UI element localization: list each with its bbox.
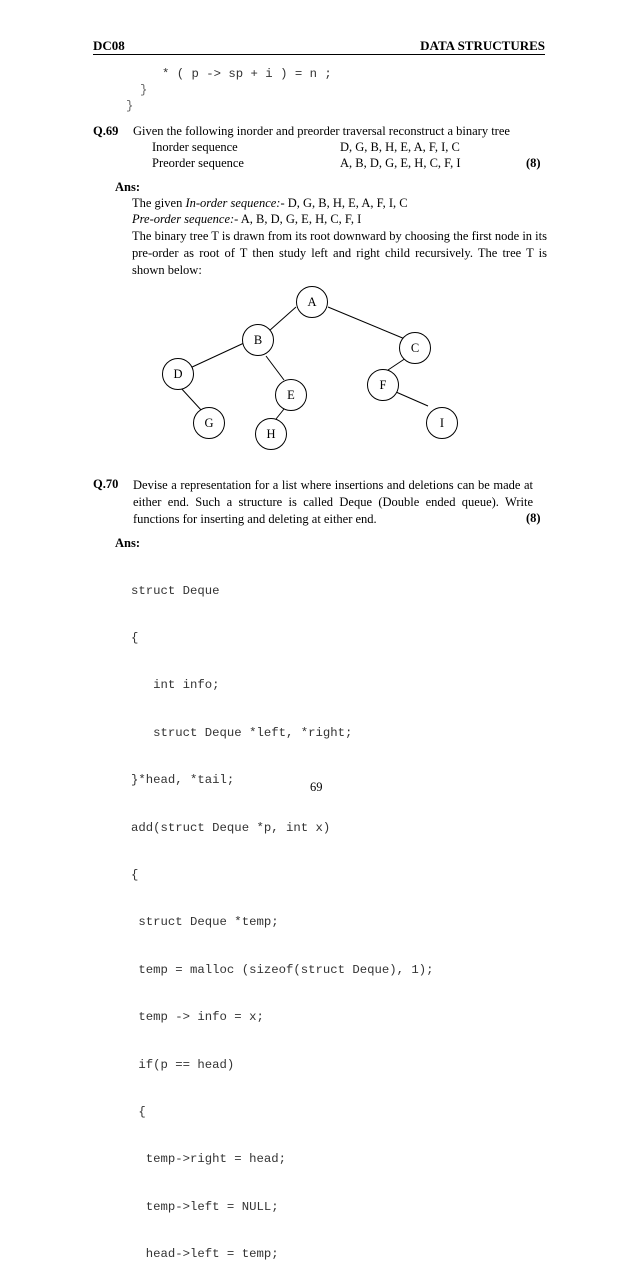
code-line: temp -> info = x; — [131, 1010, 264, 1025]
code-line: head->left = temp; — [131, 1247, 279, 1262]
answer-label: Ans: — [115, 180, 141, 194]
code-line: temp->left = NULL; — [131, 1199, 279, 1214]
inorder-label: Inorder sequence — [152, 140, 238, 154]
page-number: 69 — [310, 780, 323, 794]
tree-node: D — [162, 358, 194, 390]
code-line: }*head, *tail; — [131, 773, 235, 788]
preorder-value: A, B, D, G, E, H, C, F, I — [340, 156, 461, 170]
tree-node: C — [399, 332, 431, 364]
code-line: struct Deque *temp; — [131, 915, 279, 930]
prev-code-brace: } — [140, 83, 148, 97]
marks: (8) — [526, 511, 541, 525]
edge-e-h — [276, 409, 284, 419]
tree-node: G — [193, 407, 225, 439]
question-text: Devise a representation for a list where insertions and deletions can be made at either end. Such a structure is called Deque (Double ended queue). Write functions for inserting and deleting at either end. — [133, 478, 533, 526]
code-line: int info; — [131, 678, 220, 693]
answer-label: Ans: — [115, 536, 141, 550]
edge-a-b — [269, 307, 296, 331]
given-prefix: The given — [132, 196, 186, 210]
code-line: { — [131, 1104, 146, 1119]
answer-explanation: The binary tree T is drawn from its root downward by choosing the first node in its pre-order as root of T then study left and right child recursively. The tree T is shown below: — [132, 229, 547, 277]
code-line: if(p == head) — [131, 1057, 235, 1072]
preorder-label: Preorder sequence — [152, 156, 244, 170]
code-line: struct Deque — [131, 583, 220, 598]
tree-node: E — [275, 379, 307, 411]
code-line: { — [131, 867, 139, 882]
edge-b-e — [266, 356, 284, 380]
tree-node: F — [367, 369, 399, 401]
edge-a-c — [328, 307, 405, 339]
marks: (8) — [526, 156, 541, 170]
code-line: temp->right = head; — [131, 1152, 286, 1167]
code-line: { — [131, 630, 139, 645]
tree-node: A — [296, 286, 328, 318]
edge-b-d — [190, 343, 244, 368]
code-line: temp = malloc (sizeof(struct Deque), 1); — [131, 962, 434, 977]
edge-f-i — [396, 392, 428, 406]
tree-node: H — [255, 418, 287, 450]
code-line: add(struct Deque *p, int x) — [131, 820, 331, 835]
inorder-term: In-order sequence:- — [185, 196, 285, 210]
prev-code-line: * ( p -> sp + i ) = n ; — [162, 67, 332, 81]
inorder-value: D, G, B, H, E, A, F, I, C — [340, 140, 460, 154]
code-line: struct Deque *left, *right; — [131, 725, 353, 740]
prev-code-brace: } — [126, 99, 134, 113]
tree-node: I — [426, 407, 458, 439]
question-number: Q.70 — [93, 477, 119, 491]
edge-d-g — [180, 387, 202, 411]
question-text: Given the following inorder and preorder traversal reconstruct a binary tree — [133, 124, 510, 138]
inorder-seq: D, G, B, H, E, A, F, I, C — [284, 196, 408, 210]
course-title: DATA STRUCTURES — [420, 38, 545, 53]
question-number: Q.69 — [93, 124, 119, 138]
code-block — [131, 552, 434, 1279]
preorder-term: Pre-order sequence:- — [132, 212, 239, 226]
course-code: DC08 — [93, 38, 125, 53]
tree-node: B — [242, 324, 274, 356]
preorder-seq: A, B, D, G, E, H, C, F, I — [238, 212, 362, 226]
